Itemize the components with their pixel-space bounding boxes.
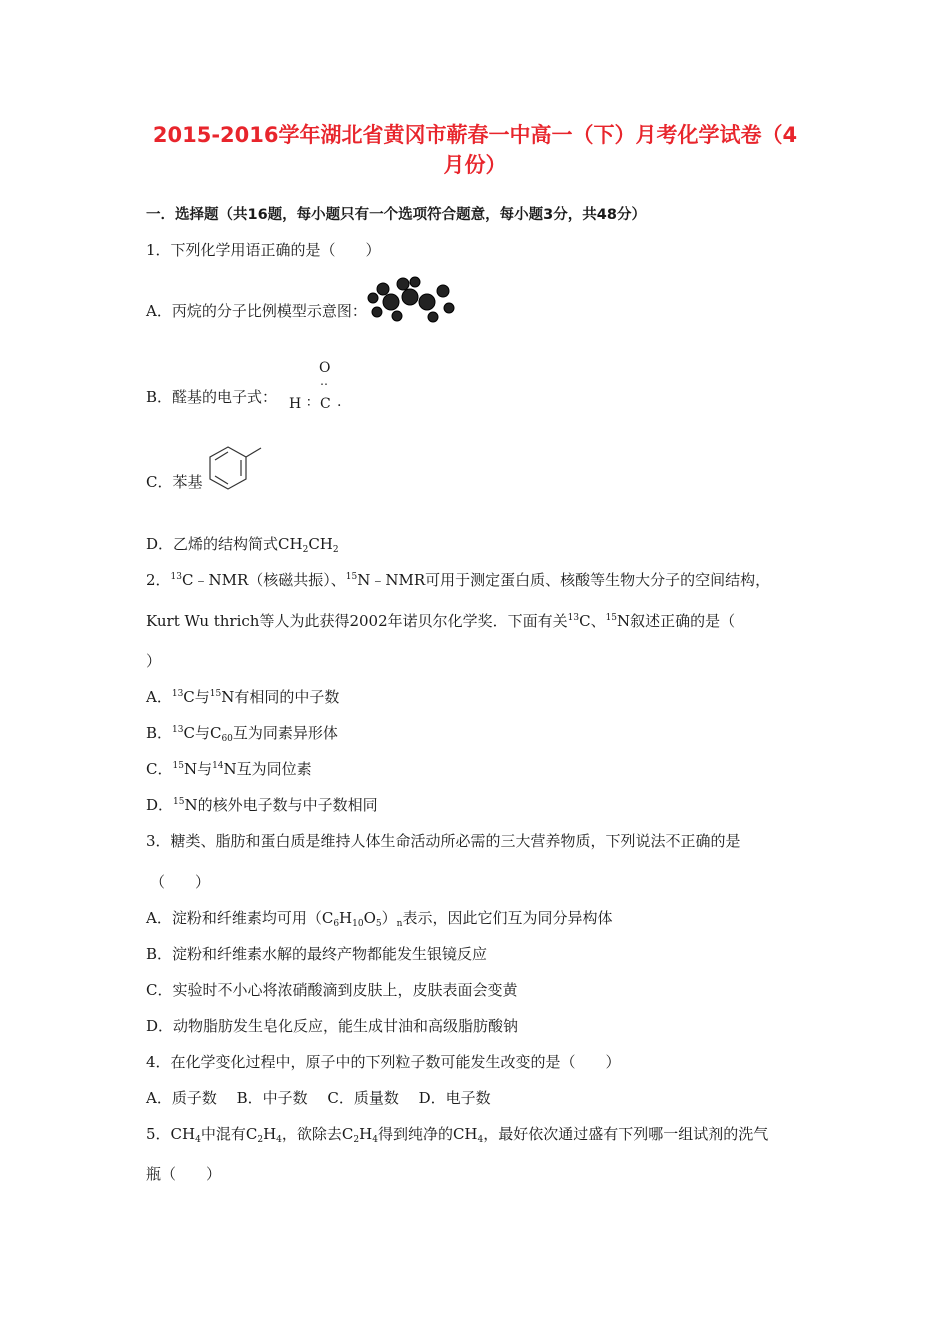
h-atom bbox=[410, 277, 420, 287]
subscript: 2 bbox=[302, 545, 309, 555]
substituent-bond bbox=[246, 448, 261, 457]
propane-model-figure bbox=[355, 274, 460, 324]
h-atom bbox=[437, 285, 449, 297]
subscript: 2 bbox=[257, 1135, 264, 1145]
option-text: 互为同素异形体 bbox=[232, 724, 338, 742]
q1-option-a: A．丙烷的分子比例模型示意图： bbox=[146, 302, 367, 320]
superscript: 14 bbox=[212, 761, 224, 771]
subscript: 4 bbox=[276, 1135, 282, 1145]
superscript: 13 bbox=[172, 725, 184, 735]
aldehyde-electron-formula bbox=[289, 360, 359, 420]
q4-options: A．质子数 B．中子数 C．质量数 D．电子数 bbox=[146, 1089, 491, 1107]
formula-text: CH bbox=[308, 535, 333, 553]
stem-text: C﹣NMR（核磁共振）、 bbox=[182, 571, 346, 589]
superscript: 15 bbox=[605, 613, 618, 623]
electron-dots: ‥ bbox=[320, 374, 329, 388]
subscript: 2 bbox=[332, 545, 339, 555]
h-atom bbox=[368, 293, 378, 303]
stem-text: ，欲除去C bbox=[281, 1125, 354, 1143]
option-text: C与 bbox=[183, 688, 210, 706]
option-d-text: D．乙烯的结构简式CH bbox=[146, 535, 303, 553]
formula-text: H bbox=[339, 909, 353, 927]
q3-option-d: D．动物脂肪发生皂化反应，能生成甘油和高级脂肪酸钠 bbox=[146, 1017, 519, 1035]
subscript: 6 bbox=[333, 919, 340, 929]
q5-stem bbox=[146, 1123, 768, 1145]
formula-text: ） bbox=[381, 909, 397, 927]
option-label: B． bbox=[146, 724, 173, 742]
c-atom bbox=[402, 289, 418, 305]
q2-option-c bbox=[146, 758, 312, 779]
q3-stem-line-2: （ ） bbox=[150, 873, 211, 891]
h-atom bbox=[444, 303, 454, 313]
stem-text: C、 bbox=[579, 612, 606, 630]
stem-text: 中混有C bbox=[200, 1125, 258, 1143]
subscript: 60 bbox=[221, 734, 233, 744]
section-heading: 一．选择题（共16题，每小题只有一个选项符合题意，每小题3分，共48分） bbox=[146, 207, 646, 223]
superscript: 13 bbox=[567, 613, 580, 623]
formula-text: O bbox=[363, 909, 376, 927]
page-title bbox=[120, 120, 830, 180]
option-text: N的核外电子数与中子数相同 bbox=[184, 796, 378, 814]
q1-option-d bbox=[146, 533, 339, 555]
subscript: 5 bbox=[375, 919, 382, 929]
stem-text: ，最好依次通过盛有下列哪一组试剂的洗气 bbox=[483, 1125, 769, 1143]
q1-option-b: B．醛基的电子式： bbox=[146, 388, 278, 406]
q4-stem: 4．在化学变化过程中，原子中的下列粒子数可能发生改变的是（ ） bbox=[146, 1053, 621, 1071]
h-atom bbox=[372, 307, 382, 317]
option-label: D． bbox=[146, 796, 174, 814]
q3-option-b: B．淀粉和纤维素水解的最终产物都能发生银镜反应 bbox=[146, 945, 488, 963]
superscript: 13 bbox=[170, 572, 182, 582]
electron-pair: ∶ bbox=[307, 395, 311, 411]
oxygen-symbol: O bbox=[319, 360, 331, 376]
h-atom bbox=[397, 278, 409, 290]
stem-text: N叙述正确的是（ bbox=[617, 612, 736, 630]
superscript: 15 bbox=[173, 797, 185, 807]
option-text: A．淀粉和纤维素均可用（C bbox=[146, 909, 334, 927]
stem-text: Kurt Wu thrich等人为此获得2002年诺贝尔化学奖．下面有关 bbox=[146, 612, 568, 630]
option-text: N与 bbox=[183, 760, 213, 778]
q2-option-a bbox=[146, 686, 339, 707]
stem-text: H bbox=[263, 1125, 277, 1143]
option-text: N互为同位素 bbox=[223, 760, 312, 778]
stem-text: 2． bbox=[146, 571, 171, 589]
q3-option-a bbox=[146, 907, 612, 929]
superscript: 15 bbox=[172, 761, 184, 771]
option-text: 表示，因此它们互为同分异构体 bbox=[402, 909, 613, 927]
q2-stem-line-2 bbox=[146, 610, 735, 631]
h-atom bbox=[377, 283, 389, 295]
option-text: C与C bbox=[183, 724, 222, 742]
stem-text: H bbox=[359, 1125, 373, 1143]
stem-text: 5．CH bbox=[146, 1125, 196, 1143]
q2-option-b bbox=[146, 722, 338, 744]
c-atom bbox=[419, 294, 435, 310]
subscript: 4 bbox=[195, 1135, 201, 1145]
q3-stem: 3．糖类、脂肪和蛋白质是维持人体生命活动所必需的三大营养物质，下列说法不正确的是 bbox=[146, 832, 741, 850]
q1-stem: 1．下列化学用语正确的是（ ） bbox=[146, 241, 381, 259]
option-label: A． bbox=[146, 688, 172, 706]
q1-option-c: C．苯基 bbox=[146, 473, 203, 491]
phenyl-figure bbox=[200, 443, 265, 498]
subscript: 2 bbox=[353, 1135, 360, 1145]
option-label: C． bbox=[146, 760, 173, 778]
q5-stem-line-2: 瓶（ ） bbox=[146, 1165, 222, 1183]
q2-option-d bbox=[146, 794, 378, 815]
single-electron: . bbox=[337, 394, 342, 410]
q2-stem-line-1 bbox=[146, 569, 770, 590]
superscript: 15 bbox=[209, 689, 222, 699]
q3-option-c: C．实验时不小心将浓硝酸滴到皮肤上，皮肤表面会变黄 bbox=[146, 981, 518, 999]
hydrogen-symbol: H bbox=[289, 396, 302, 412]
carbon-symbol: C bbox=[320, 396, 331, 412]
subscript: n bbox=[396, 919, 403, 929]
q2-stem-line-3: ） bbox=[146, 652, 162, 670]
title-line-1: 2015-2016学年湖北省黄冈市蕲春一中高一（下）月考化学试卷（4 bbox=[152, 123, 798, 147]
option-text: N有相同的中子数 bbox=[221, 688, 340, 706]
stem-text: 得到纯净的CH bbox=[377, 1125, 478, 1143]
h-atom bbox=[428, 312, 438, 322]
subscript: 4 bbox=[372, 1135, 378, 1145]
superscript: 13 bbox=[171, 689, 184, 699]
subscript: 4 bbox=[477, 1135, 484, 1145]
stem-text: N﹣NMR可用于测定蛋白质、核酸等生物大分子的空间结构， bbox=[357, 571, 771, 589]
c-atom bbox=[383, 294, 399, 310]
superscript: 15 bbox=[345, 572, 358, 582]
title-line-2: 月份） bbox=[443, 153, 507, 177]
subscript: 10 bbox=[352, 919, 364, 929]
h-atom bbox=[392, 311, 402, 321]
